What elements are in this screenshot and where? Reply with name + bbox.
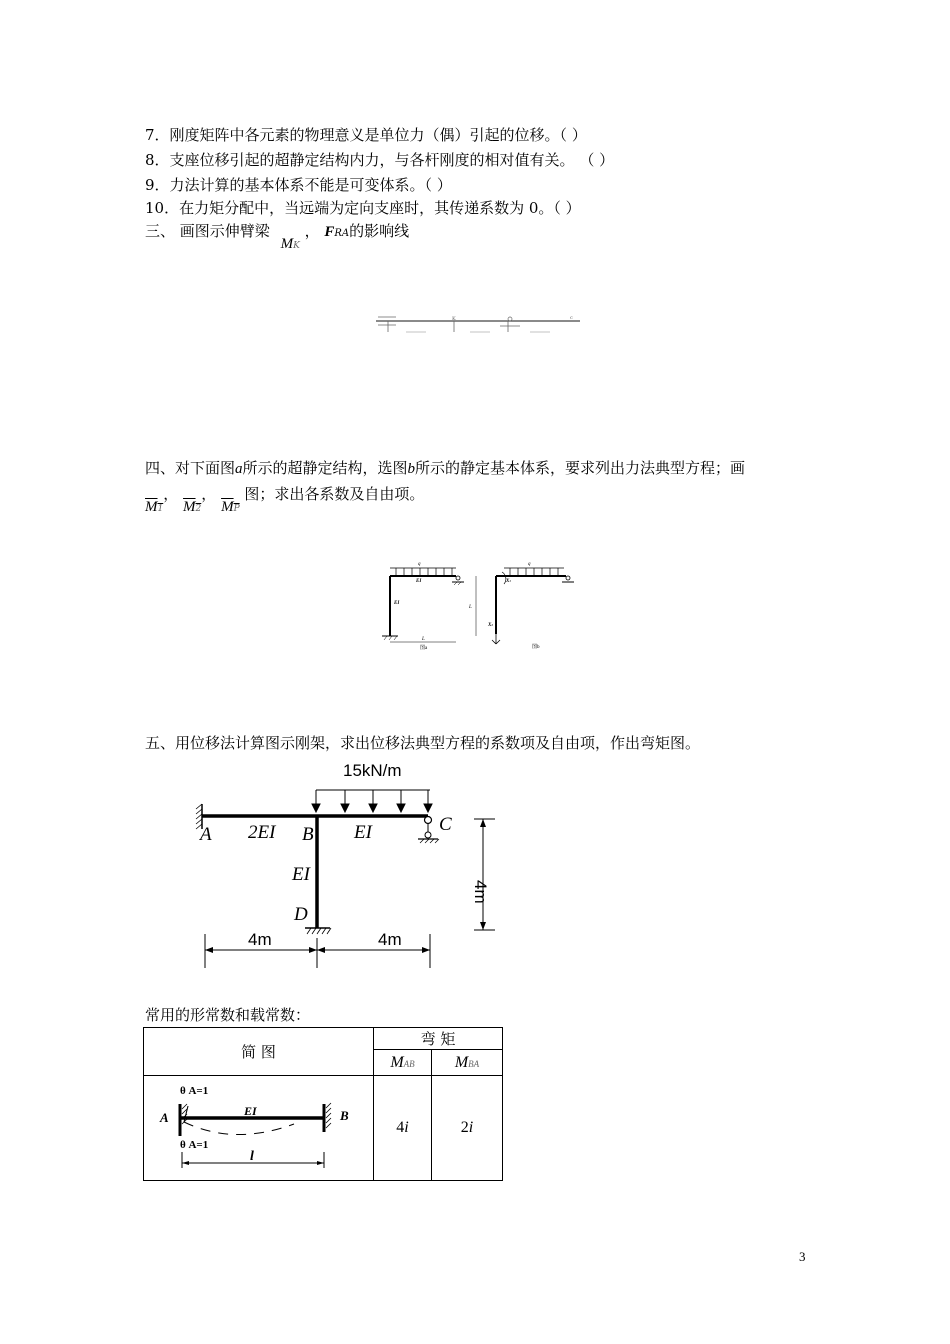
m1-subscript: 1 — [157, 504, 164, 514]
m-separator-1: ， — [163, 485, 179, 503]
dim-right-label: 4m — [378, 930, 402, 949]
fra-symbol: F — [324, 224, 335, 240]
cantilever-beam-figure — [370, 312, 585, 337]
mab-header: MAB — [374, 1050, 432, 1076]
theta-bottom-label: θ A=1 — [180, 1139, 209, 1151]
mba-value: 2i — [432, 1076, 503, 1181]
constants-title: 常用的形常数和载常数： — [145, 1006, 311, 1024]
fig-a-q-label: q — [418, 562, 421, 567]
section-4-suffix: 图；求出各系数及自由项。 — [244, 485, 425, 503]
node-a-label: A — [160, 1110, 169, 1125]
node-b-label: B — [340, 1108, 349, 1123]
fig-a-ei-top: EI — [416, 579, 422, 584]
length-label: l — [250, 1149, 254, 1164]
constants-table — [143, 1027, 503, 1181]
section-4-line-1 — [145, 458, 745, 479]
mk-subscript: K — [293, 241, 300, 251]
section-4-text-b: 所示的超静定结构，选图 — [242, 459, 408, 477]
m2-subscript: 2 — [195, 504, 202, 514]
m1-symbol: M — [145, 499, 158, 515]
m2-symbol: M — [183, 499, 196, 515]
dim-left-label: 4m — [248, 930, 272, 949]
fig-b-x1: X1 — [506, 579, 511, 584]
mk-symbol: M — [280, 236, 294, 252]
fixed-beam-rotation-diagram — [144, 1076, 373, 1180]
node-a-label: A — [200, 824, 212, 845]
fig-b-q-label: q — [528, 562, 531, 567]
ei-label: EI — [244, 1104, 257, 1118]
section-4-fig-b-ref: b — [407, 461, 416, 477]
fig-b-caption: 图b — [532, 645, 540, 650]
section-3-suffix: 的影响线 — [349, 222, 410, 240]
item-8: 8．支座位移引起的超静定结构内力，与各杆刚度的相对值有关。 （ ） — [145, 151, 615, 169]
section-4-line-2 — [145, 484, 424, 518]
mp-symbol: M — [221, 499, 234, 515]
mba-header: MBA — [432, 1050, 503, 1076]
page-number: 3 — [799, 1249, 806, 1264]
fig-a-ei-left: EI — [394, 601, 400, 606]
ei-ab-label: 2EI — [248, 822, 276, 843]
frame-figures-ab — [378, 558, 588, 653]
mab-value: 4i — [374, 1076, 432, 1181]
dim-height-label: 4m — [471, 880, 490, 904]
ei-bc-label: EI — [354, 822, 372, 843]
beam-diagram-cell — [144, 1076, 374, 1181]
section-4-text-a: 四、对下面图 — [145, 459, 236, 477]
node-c-label: C — [439, 814, 452, 835]
figure-a — [382, 562, 476, 651]
section-3-comma: ， — [304, 222, 320, 240]
section-4-fig-a-ref: a — [235, 461, 243, 477]
svg-text:K: K — [452, 316, 456, 322]
col-diagram-header: 简 图 — [144, 1028, 374, 1076]
ei-bd-label: EI — [292, 864, 310, 885]
svg-text:c: c — [570, 315, 573, 321]
mp-subscript: P — [233, 504, 240, 514]
figure-b — [487, 562, 574, 650]
item-10: 10．在力矩分配中，当远端为定向支座时，其传递系数为 0。（ ） — [145, 199, 581, 217]
item-7: 7．刚度矩阵中各元素的物理意义是单位力（偶）引起的位移。（ ） — [145, 126, 587, 144]
section-4-text-c: 所示的静定基本体系，要求列出力法典型方程；画 — [415, 459, 746, 477]
load-arrows — [312, 790, 432, 812]
node-d-label: D — [294, 904, 308, 925]
section-3-prefix: 三、 画图示伸臂梁 — [145, 222, 270, 240]
fig-a-caption: 图a — [420, 646, 428, 651]
rigid-frame-figure — [190, 752, 510, 974]
theta-top-label: θ A=1 — [180, 1085, 209, 1097]
fig-b-x2: X2 — [488, 623, 493, 628]
fig-a-l-right: L — [469, 605, 472, 610]
col-moment-header: 弯 矩 — [374, 1028, 503, 1050]
item-9: 9．力法计算的基本体系不能是可变体系。（ ） — [145, 176, 452, 194]
fig-a-l-bottom: L — [422, 637, 425, 642]
node-b-label: B — [302, 824, 314, 845]
load-label: 15kN/m — [343, 761, 402, 780]
section-3-heading — [145, 221, 410, 252]
m-separator-2: ， — [201, 485, 217, 503]
section-5-heading: 五、用位移法计算图示刚架，求出位移法典型方程的系数项及自由项，作出弯矩图。 — [145, 734, 701, 752]
fra-subscript: RA — [334, 228, 350, 239]
